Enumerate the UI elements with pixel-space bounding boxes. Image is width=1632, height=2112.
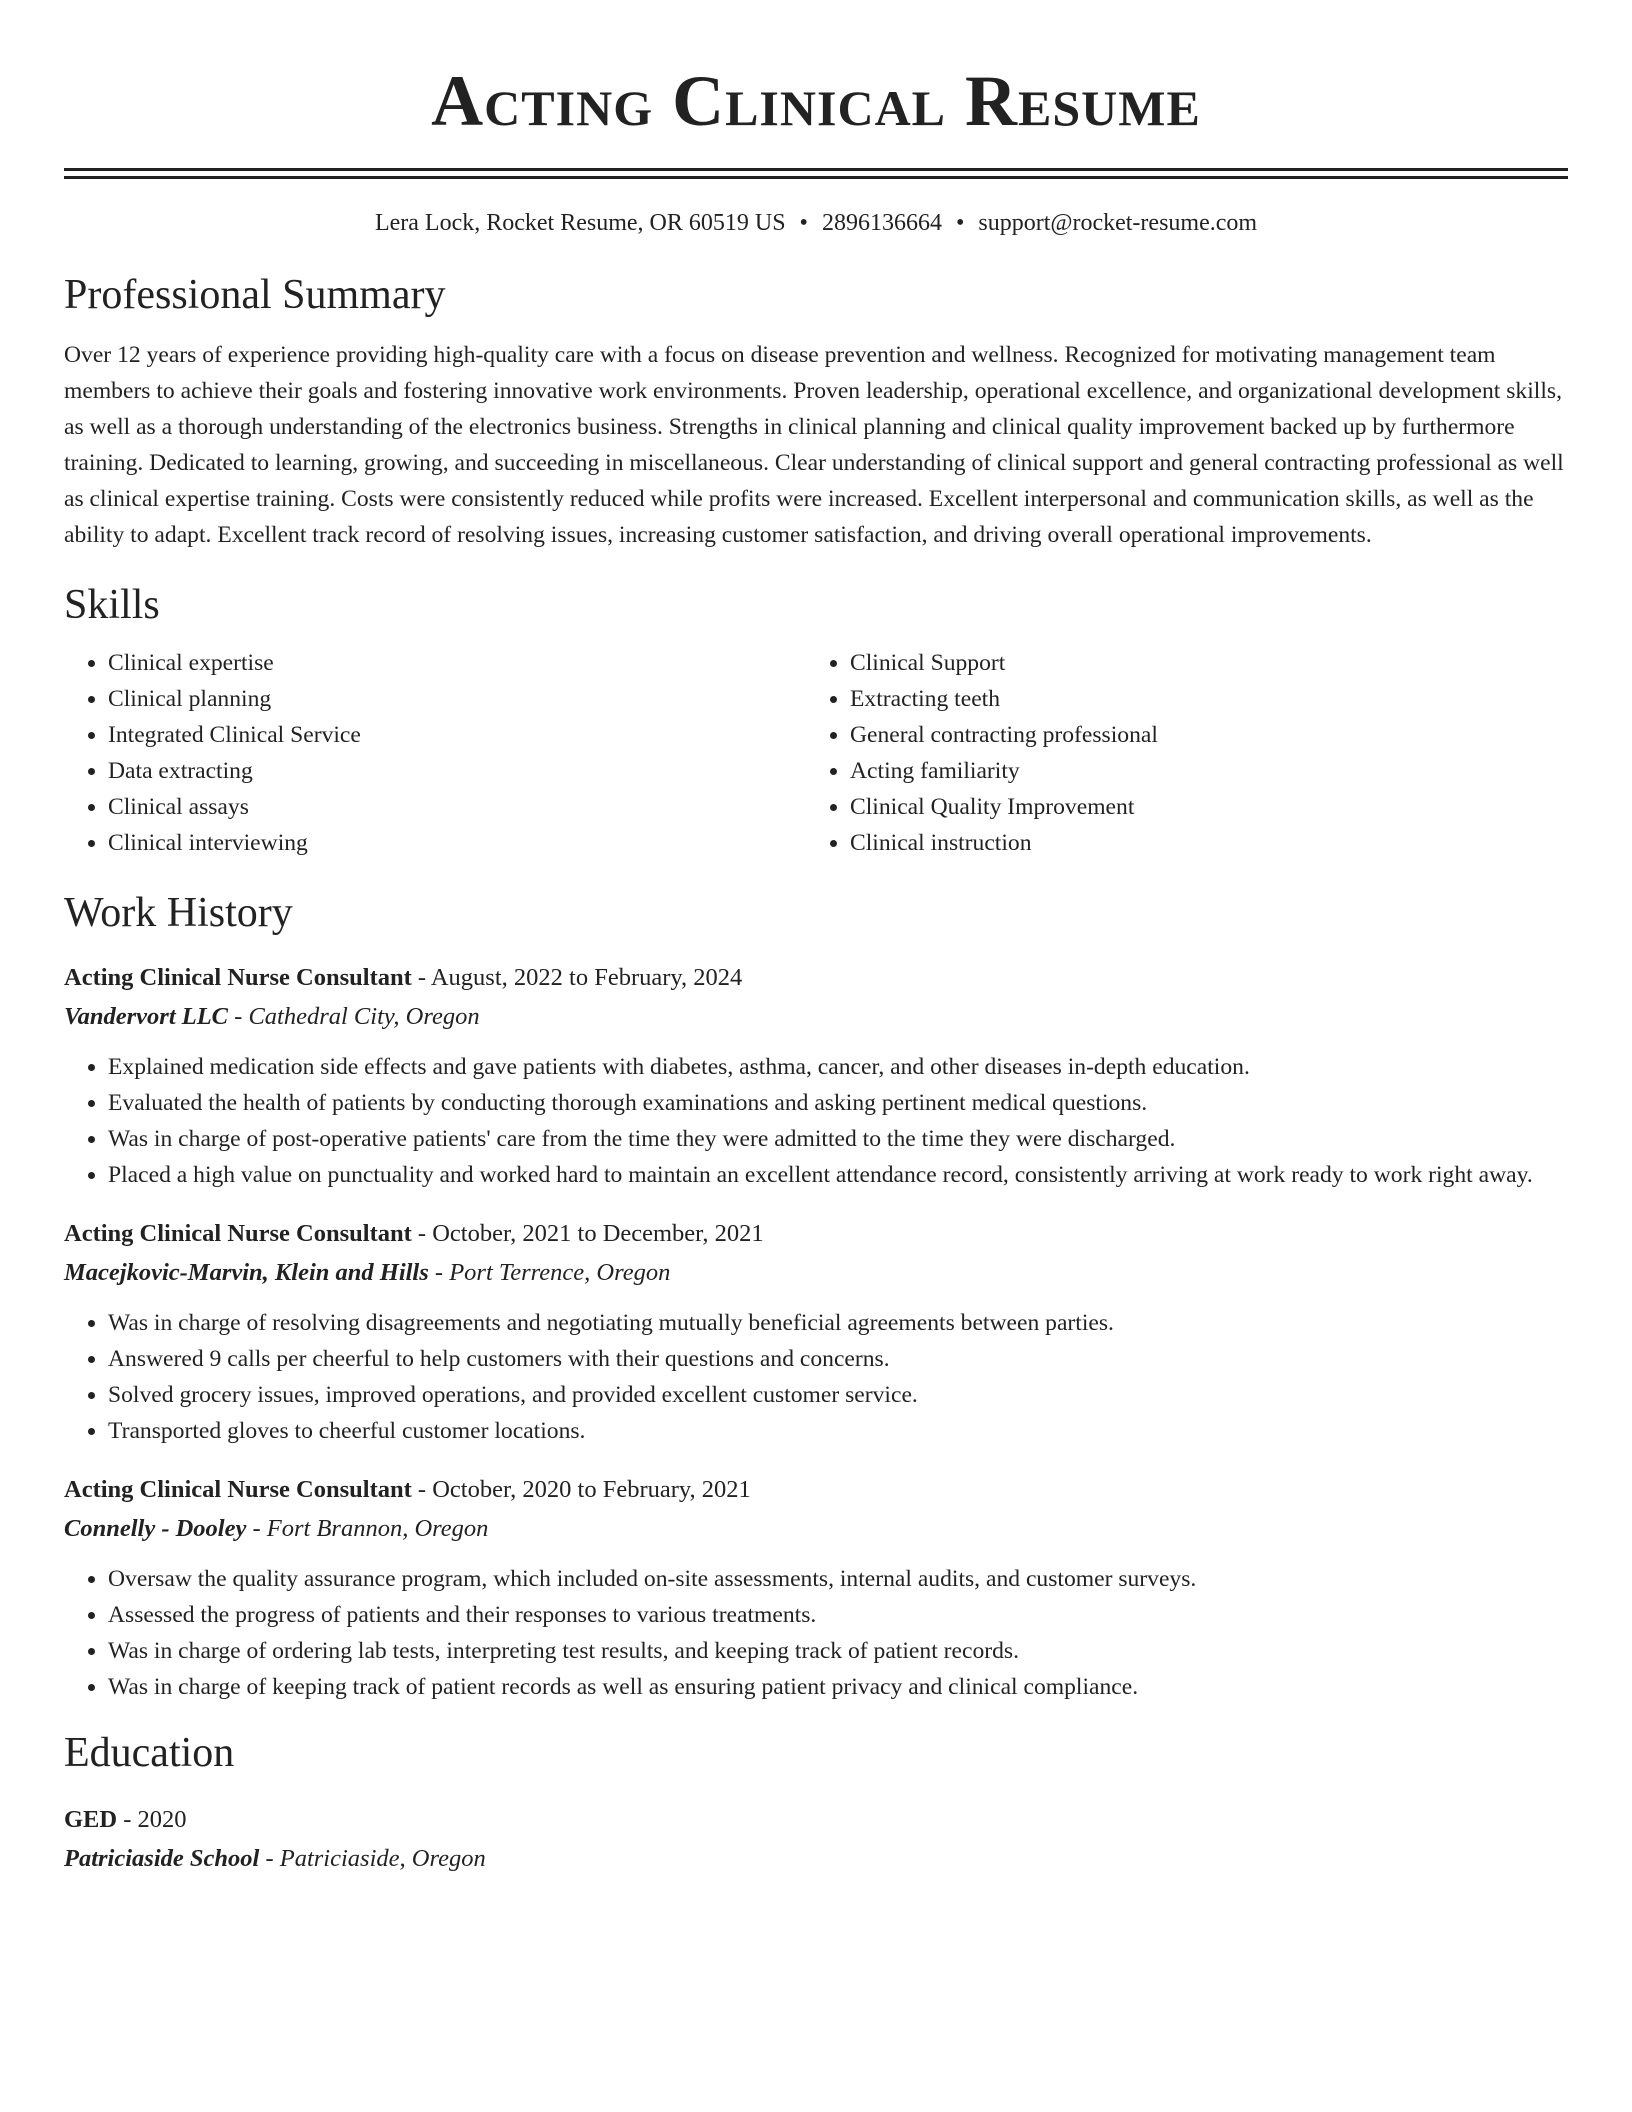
skills-column-left	[64, 645, 806, 861]
skills-column-right	[806, 645, 1566, 861]
work-history-heading: Work History	[64, 890, 293, 936]
company-name: Macejkovic-Marvin, Klein and Hills	[64, 1259, 429, 1286]
company-location: - Port Terrence, Oregon	[428, 1259, 671, 1286]
contact-address: Lera Lock, Rocket Resume, OR 60519 US	[374, 210, 786, 236]
job-title-line	[64, 1215, 1568, 1253]
skills-heading: Skills	[64, 582, 160, 628]
job-title-line	[64, 959, 1568, 997]
company-line	[64, 1253, 1568, 1293]
job-bullet: • Explained medication side effects and gave patients with diabetes, asthma, cancer, and other diseases in-depth education.	[108, 1049, 1568, 1085]
company-name: Vandervort LLC	[64, 1003, 229, 1030]
skill-item: • Clinical assays	[108, 789, 806, 825]
skill-item: • Clinical instruction	[850, 825, 1566, 861]
job-bullet: • Evaluated the health of patients by conducting thorough examinations and asking pertinent medical questions.	[108, 1085, 1568, 1121]
job-bullet: • Transported gloves to cheerful customer locations.	[108, 1413, 1568, 1449]
skill-item: • Clinical expertise	[108, 645, 806, 681]
skill-item: • Data extracting	[108, 753, 806, 789]
skills-list	[64, 645, 1568, 861]
job-dates: - August, 2022 to February, 2024	[411, 964, 743, 991]
job-title: Acting Clinical Nurse Consultant	[64, 964, 412, 991]
company-line	[64, 997, 1568, 1037]
company-location: - Fort Brannon, Oregon	[246, 1515, 489, 1542]
summary-heading: Professional Summary	[64, 272, 446, 318]
skill-item: • Integrated Clinical Service	[108, 717, 806, 753]
job-bullet: • Was in charge of post-operative patients' care from the time they were admitted to the time they were discharged.	[108, 1121, 1568, 1157]
degree-year: - 2020	[117, 1806, 187, 1833]
resume-title: Acting Clinical Resume	[431, 61, 1201, 141]
school-line	[64, 1839, 1568, 1879]
skill-item: • Clinical planning	[108, 681, 806, 717]
job-bullet: • Was in charge of ordering lab tests, interpreting test results, and keeping track of patient records.	[108, 1633, 1568, 1669]
job-title-line	[64, 1471, 1568, 1509]
job-title: Acting Clinical Nurse Consultant	[64, 1476, 412, 1503]
job-dates: - October, 2020 to February, 2021	[411, 1476, 751, 1503]
school-name: Patriciaside School	[64, 1845, 260, 1872]
company-name: Connelly - Dooley	[64, 1515, 247, 1542]
job-bullet: • Oversaw the quality assurance program, which included on-site assessments, internal audits, and customer surveys.	[108, 1561, 1568, 1597]
skill-item: • Clinical Support	[850, 645, 1566, 681]
degree-line	[64, 1801, 1568, 1839]
job-entry	[64, 1215, 1568, 1449]
education-heading: Education	[64, 1730, 235, 1776]
contact-phone: 2896136664	[821, 210, 942, 236]
school-location: - Patriciaside, Oregon	[259, 1845, 486, 1872]
job-bullets	[64, 1049, 1568, 1193]
job-entry	[64, 959, 1568, 1193]
contact-separator: •	[955, 210, 965, 236]
skill-item: • General contracting professional	[850, 717, 1566, 753]
skill-item: • Clinical Quality Improvement	[850, 789, 1566, 825]
skill-item: • Extracting teeth	[850, 681, 1566, 717]
job-title: Acting Clinical Nurse Consultant	[64, 1220, 412, 1247]
contact-email: support@rocket-resume.com	[978, 210, 1258, 236]
job-entry	[64, 1471, 1568, 1705]
job-bullet: • Was in charge of resolving disagreements and negotiating mutually beneficial agreements between parties.	[108, 1305, 1568, 1341]
job-bullet: • Solved grocery issues, improved operations, and provided excellent customer service.	[108, 1377, 1568, 1413]
job-bullet: • Assessed the progress of patients and their responses to various treatments.	[108, 1597, 1568, 1633]
education-entry	[64, 1801, 1568, 1879]
company-line	[64, 1509, 1568, 1549]
contact-line	[64, 207, 1568, 239]
job-bullets	[64, 1305, 1568, 1449]
title-double-rule	[64, 168, 1568, 179]
job-bullets	[64, 1561, 1568, 1705]
job-bullet: • Answered 9 calls per cheerful to help customers with their questions and concerns.	[108, 1341, 1568, 1377]
skill-item: • Acting familiarity	[850, 753, 1566, 789]
degree-name: GED	[64, 1806, 118, 1833]
job-bullet: • Placed a high value on punctuality and worked hard to maintain an excellent attendance record, consistently arriving at work ready to work right away.	[108, 1157, 1568, 1193]
summary-text: Over 12 years of experience providing high-quality care with a focus on disease prevention and wellness. Recognized for motivating management team members to achieve their goals and fostering innovative work environments. Proven leadership, operational excellence, and organizational development skills, as well as a thorough understanding of the electronics business. Strengths in clinical planning and clinical quality improvement backed up by furthermore training. Dedicated to learning, growing, and succeeding in miscellaneous. Clear understanding of clinical support and general contracting professional as well as clinical expertise training. Costs were consistently reduced while profits were increased. Excellent interpersonal and communication skills, as well as the ability to adapt. Excellent track record of resolving issues, increasing customer satisfaction, and driving overall operational improvements.	[64, 342, 1564, 548]
company-location: - Cathedral City, Oregon	[228, 1003, 480, 1030]
job-bullet: • Was in charge of keeping track of patient records as well as ensuring patient privacy and clinical compliance.	[108, 1669, 1568, 1705]
skill-item: • Clinical interviewing	[108, 825, 806, 861]
job-dates: - October, 2021 to December, 2021	[411, 1220, 764, 1247]
contact-separator: •	[799, 210, 808, 236]
